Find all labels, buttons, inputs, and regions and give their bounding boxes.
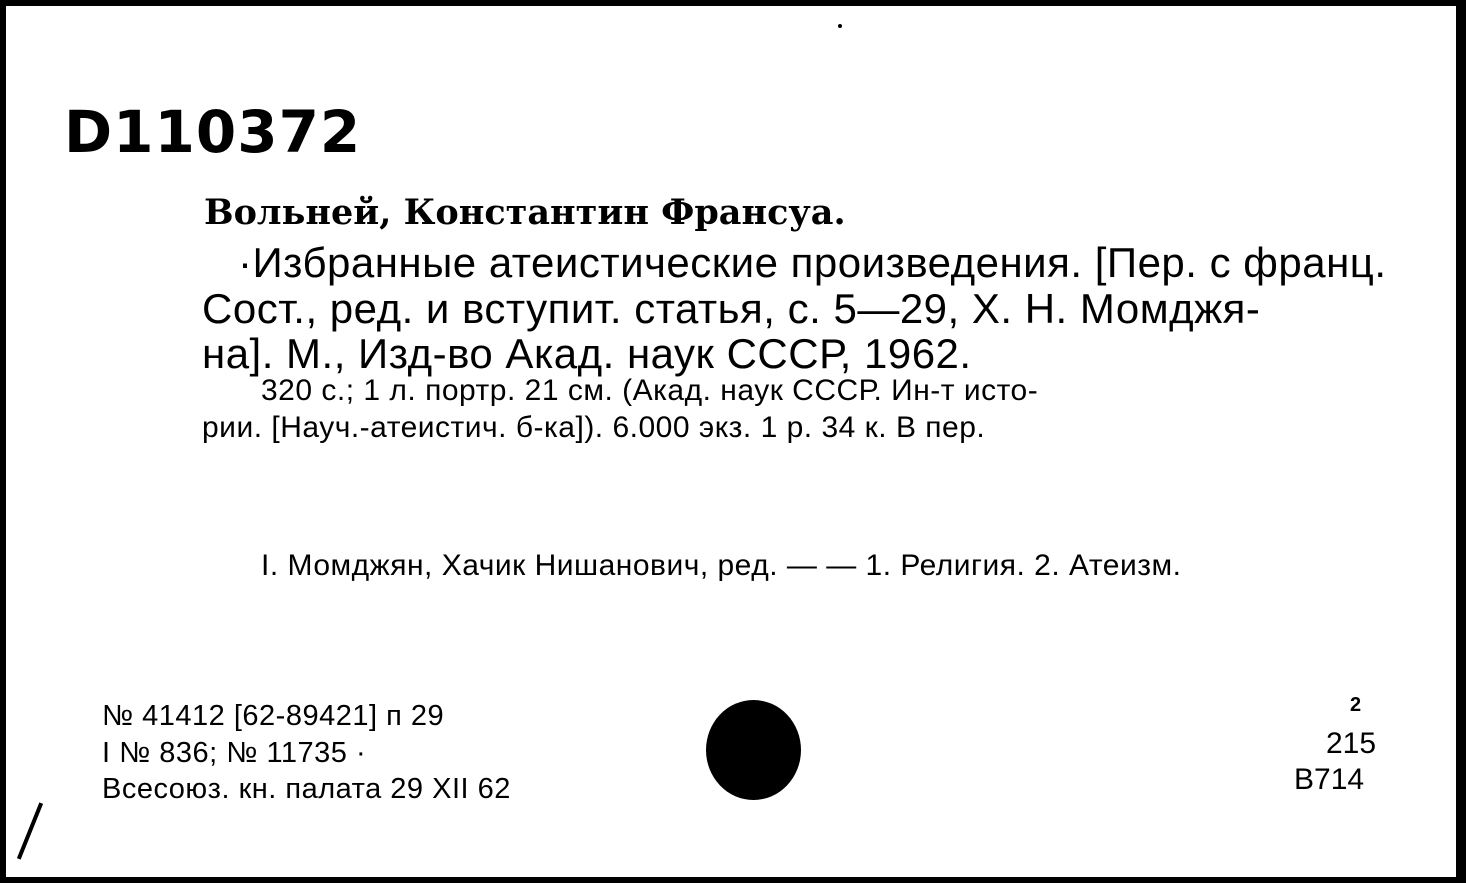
punch-hole (706, 700, 801, 800)
footer-line: I № 836; № 11735 · (102, 737, 367, 769)
footer-line: № 41412 [62-89421] п 29 (102, 700, 445, 732)
title-line: на]. М., Изд-во Акад. наук СССР, 1962. (202, 330, 972, 377)
author-mark: В714 (1294, 763, 1365, 796)
collation-line: рии. [Науч.-атеистич. б-ка]). 6.000 экз. 1 р. 34 к. В пер. (202, 411, 986, 444)
footer-line: Всесоюз. кн. палата 29 XII 62 (102, 773, 511, 805)
slash-mark (17, 802, 43, 859)
tracing-line: I. Момджян, Хачик Нишанович, ред. — — 1. Религия. 2. Атеизм. (261, 549, 1182, 582)
call-number: D110372 (64, 98, 362, 166)
title-line: Сост., ред. и вступит. статья, с. 5—29, Х. Н. Момджя- (202, 285, 1261, 332)
collation-line: 320 с.; 1 л. портр. 21 см. (Акад. наук СССР. Ин-т исто- (261, 374, 1039, 407)
author-heading: Вольней, Константин Франсуа. (204, 192, 846, 233)
classification-mark: 2 (1350, 694, 1362, 716)
speck-mark (838, 24, 842, 28)
classification-number: 215 (1326, 727, 1377, 760)
title-line: ·Избранные атеистические произведения. [Пер. с франц. (238, 239, 1387, 286)
